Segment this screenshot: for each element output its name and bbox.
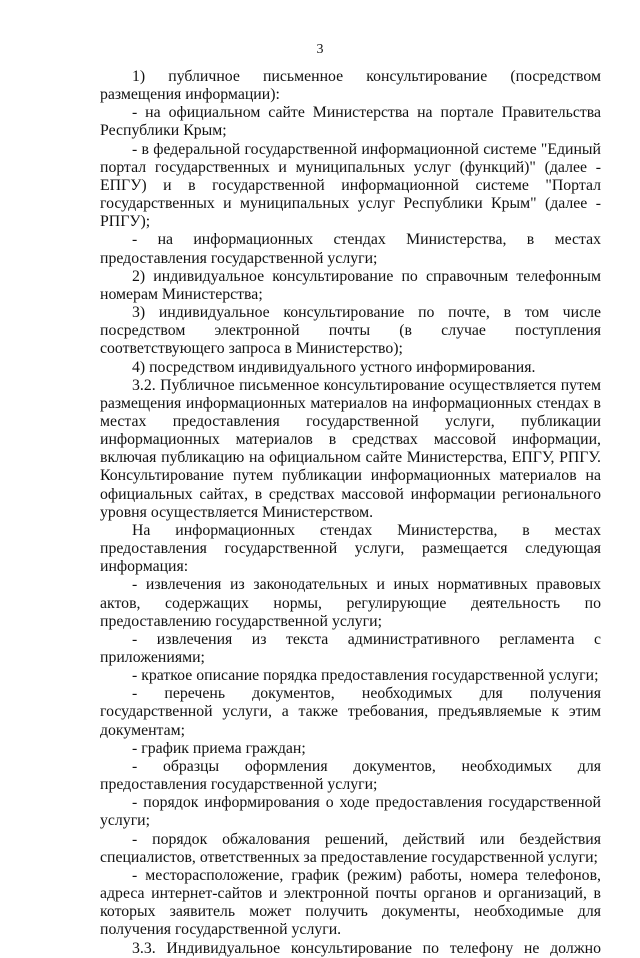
paragraph: 3.2. Публичное письменное консультирование осуществляется путем размещения информационных материалов на информационных стендах в местах предоставления государственной услуги, публикации информационных материалов в средствах массовой информации, включая публикацию на официальном сайте Министерства, ЕПГУ, РПГУ. Консультирование путем публикации информационных материалов на официальных сайтах, в средствах массовой информации регионального уровня осуществляется Министерством. (100, 376, 601, 521)
paragraph: - месторасположение, график (режим) работы, номера телефонов, адреса интернет-сайтов и электронной почты органов и организаций, в которых заявитель может получить документы, необходимые для получения государственной услуги. (100, 866, 601, 939)
paragraph: - график приема граждан; (132, 739, 306, 757)
paragraph: - порядок информирования о ходе предоставления государственной услуги; (100, 794, 601, 830)
paragraph: - извлечения из текста административного регламента с приложениями; (100, 630, 601, 666)
document-body (100, 68, 601, 958)
page-number: 3 (316, 42, 324, 57)
paragraph: 3) индивидуальное консультирование по почте, в том числе посредством электронной почты (в случае поступления соответствующего запроса в Министерство); (100, 304, 601, 358)
paragraph: 2) индивидуальное консультирование по справочным телефонным номерам Министерства; (100, 267, 601, 303)
paragraph: - образцы оформления документов, необходимых для предоставления государственной услуги; (100, 757, 601, 794)
paragraph: 4) посредством индивидуального устного информирования. (132, 358, 536, 376)
paragraph: - краткое описание порядка предоставления государственной услуги; (132, 667, 599, 685)
paragraph: - на официальном сайте Министерства на портале Правительства Республики Крым; (100, 104, 601, 140)
paragraph: На информационных стендах Министерства, в местах предоставления государственной услуги, размещается следующая информация: (100, 521, 601, 576)
paragraph: 3.3. Индивидуальное консультирование по телефону не должно (132, 939, 601, 957)
paragraph: 1) публичное письменное консультирование (посредством размещения информации): (100, 68, 601, 104)
paragraph: - в федеральной государственной информационной системе "Единый портал государственных и муниципальных услуг (функций)" (далее - ЕПГУ) и в государственной информационной системе "Портал государственных и муниципальных услуг Республики Крым" (далее - РПГУ); (100, 140, 601, 231)
paragraph: - на информационных стендах Министерства, в местах предоставления государственной услуги; (100, 231, 601, 267)
paragraph: - перечень документов, необходимых для получения государственной услуги, а также требования, предъявляемые к этим документам; (100, 685, 601, 739)
paragraph: - извлечения из законодательных и иных нормативных правовых актов, содержащих нормы, регулирующие деятельность по предоставлению государственной услуги; (100, 576, 601, 630)
paragraph: - порядок обжалования решений, действий или бездействия специалистов, ответственных за предоставление государственной услуги; (100, 830, 601, 866)
